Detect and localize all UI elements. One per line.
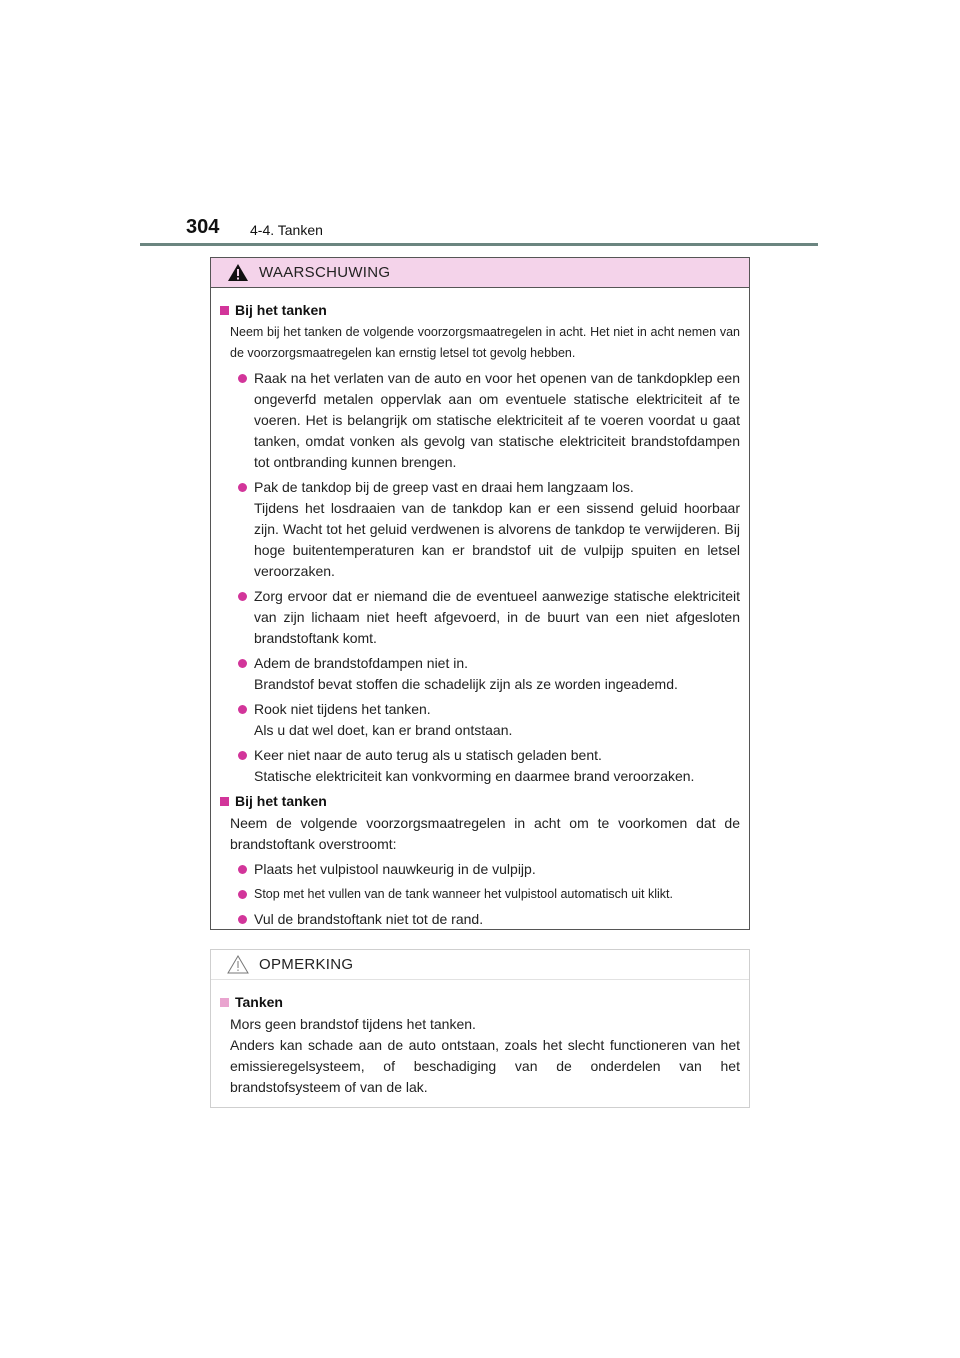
list-item: Keer niet naar de auto terug als u statisch geladen bent. Statische elektriciteit kan vonkvorming en daarmee brand veroorzaken. [220,745,740,787]
list-item: Vul de brandstoftank niet tot de rand. [220,909,740,930]
round-bullet-icon [238,659,247,668]
warning-box [210,257,750,930]
list-item: Rook niet tijdens het tanken. Als u dat wel doet, kan er brand ontstaan. [220,699,740,741]
warning-intro-1: Neem bij het tanken de volgende voorzorgsmaatregelen in acht. Het niet in acht nemen van de voorzorgsmaatregelen kan ernstig letsel tot gevolg hebben. [230,325,740,360]
round-bullet-icon [238,890,247,899]
note-heading: Tanken [220,994,740,1010]
warning-title: WAARSCHUWING [259,264,391,281]
square-bullet-icon [220,306,229,315]
warning-header [211,258,749,288]
round-bullet-icon [238,374,247,383]
note-line-1: Mors geen brandstof tijdens het tanken. [230,1016,476,1032]
round-bullet-icon [238,751,247,760]
section-title: 4-4. Tanken [250,222,323,238]
warning-triangle-icon [227,263,251,283]
square-bullet-icon [220,998,229,1007]
round-bullet-icon [238,483,247,492]
list-item: Zorg ervoor dat er niemand die de eventueel aanwezige statische elektriciteit van zijn lichaam niet heeft afgevoerd, in de buurt van een niet afgesloten brandstoftank komt. [220,586,740,649]
round-bullet-icon [238,705,247,714]
page-number: 304 [186,216,220,238]
warning-heading-2: Bij het tanken [220,793,740,809]
round-bullet-icon [238,915,247,924]
caution-outline-icon [227,955,251,975]
list-item: Plaats het vulpistool nauwkeurig in de vulpijp. [220,859,740,880]
list-item: Stop met het vullen van de tank wanneer het vulpistool automatisch uit klikt. [220,884,740,905]
warning-intro-2: Neem de volgende voorzorgsmaatregelen in acht om te voorkomen dat de brandstoftank overstroomt: [230,815,740,852]
note-line-2: Anders kan schade aan de auto ontstaan, zoals het slecht functioneren van het emissieregelsysteem, of beschadiging van de onderdelen van het brandstofsysteem of van de lak. [230,1037,740,1095]
list-item: Pak de tankdop bij de greep vast en draai hem langzaam los. Tijdens het losdraaien van de tankdop kan er een sissend geluid hoorbaar zijn. Wacht tot het geluid verdwenen is alvorens de tankdop te verwijderen. Bij hoge buitentemperaturen kan er brandstof uit de vulpijp spuiten en letsel veroorzaken. [220,477,740,582]
note-box [210,949,750,1108]
list-item: Adem de brandstofdampen niet in. Brandstof bevat stoffen die schadelijk zijn als ze worden ingeademd. [220,653,740,695]
square-bullet-icon [220,797,229,806]
header-rule [140,243,818,246]
round-bullet-icon [238,865,247,874]
round-bullet-icon [238,592,247,601]
note-title: OPMERKING [259,956,354,973]
list-item: Raak na het verlaten van de auto en voor het openen van de tankdopklep een ongeverfd metalen oppervlak aan om eventuele statische elektriciteit af te voeren. Het is belangrijk om statische elektriciteit af te voeren voordat u gaat tanken, omdat vonken als gevolg van statische elektriciteit brandstofdampen tot ontbranding kunnen brengen. [220,368,740,473]
note-header [211,950,749,980]
warning-heading-1: Bij het tanken [220,302,740,318]
